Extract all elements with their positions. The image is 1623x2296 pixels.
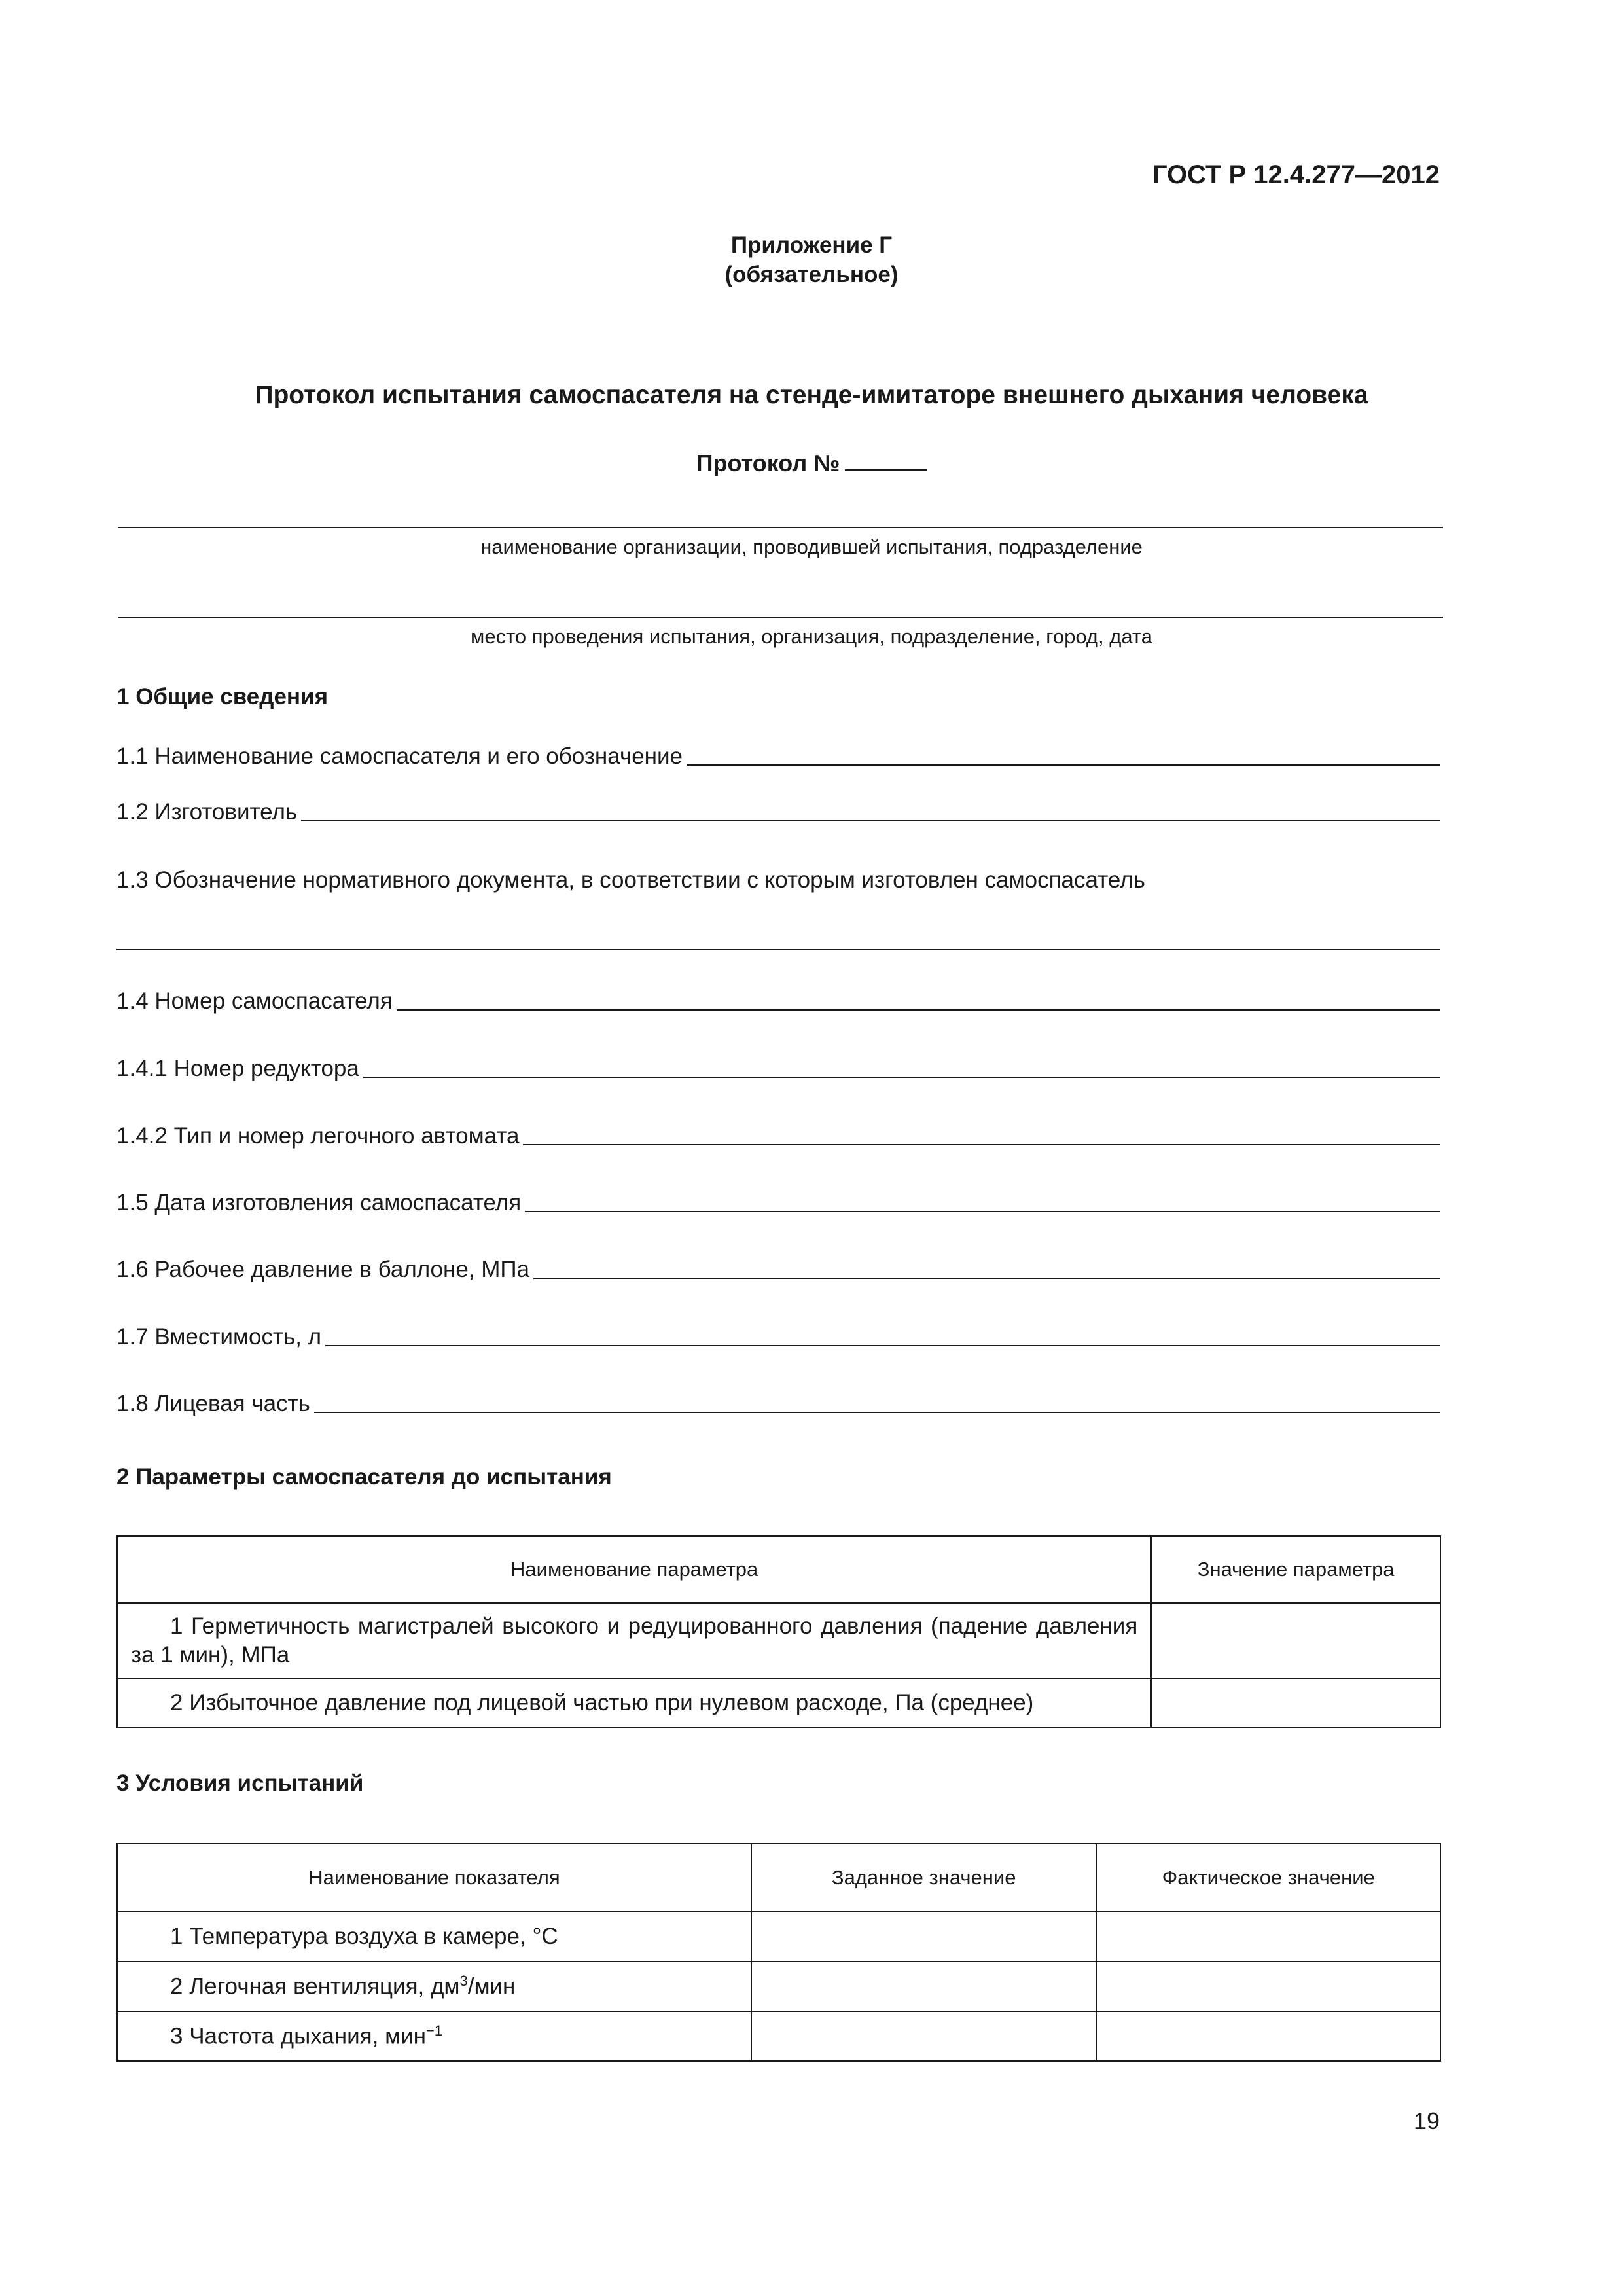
column-header: Наименование показателя: [117, 1844, 751, 1912]
field-1-5: [116, 1185, 1440, 1216]
field-blank[interactable]: [314, 1410, 1440, 1413]
field-label: 1.1 Наименование самоспасателя и его обозначение: [116, 744, 683, 769]
table-row: [117, 2011, 1440, 2061]
actual-value-cell[interactable]: [1096, 1962, 1440, 2011]
section-1-title: 1 Общие сведения: [116, 684, 329, 709]
field-1-4: [116, 983, 1440, 1014]
field-label: 1.2 Изготовитель: [116, 799, 298, 825]
column-header: Наименование параметра: [117, 1536, 1151, 1603]
field-label: 1.4.1 Номер редуктора: [116, 1056, 359, 1081]
field-1-3-label: 1.3 Обозначение нормативного документа, в соответствии с которым изготовлен самоспасатель: [116, 867, 1145, 893]
parameter-value-cell[interactable]: [1151, 1679, 1440, 1727]
indicator-name: 3 Частота дыхания, мин$^{-1}$: [117, 2011, 751, 2061]
field-label: 1.6 Рабочее давление в баллоне, МПа: [116, 1257, 530, 1282]
conditions-table: [116, 1843, 1441, 2062]
table-header-row: [117, 1536, 1440, 1603]
field-1-4-1: [116, 1050, 1440, 1082]
field-blank[interactable]: [301, 819, 1440, 821]
field-blank[interactable]: [325, 1344, 1440, 1346]
place-caption: место проведения испытания, организация, подразделение, город, дата: [471, 625, 1152, 648]
table-row: [117, 1962, 1440, 2011]
field-blank[interactable]: [363, 1075, 1440, 1078]
field-label: 1.5 Дата изготовления самоспасателя: [116, 1190, 522, 1215]
section-3-title: 3 Условия испытаний: [116, 1770, 364, 1796]
field-label: 1.4.2 Тип и номер легочного автомата: [116, 1123, 520, 1149]
field-1-1: [116, 738, 1440, 770]
parameters-table: [116, 1535, 1441, 1728]
field-blank[interactable]: [397, 1008, 1440, 1011]
document-title: Протокол испытания самоспасателя на стенде-имитаторе внешнего дыхания человека: [255, 381, 1368, 409]
field-1-2: [116, 794, 1440, 825]
place-blank-line[interactable]: [118, 617, 1443, 618]
field-blank[interactable]: [525, 1210, 1440, 1212]
indicator-name: 2 Легочная вентиляция, $дм^3$/мин: [117, 1962, 751, 2011]
page-number: 19: [1413, 2108, 1440, 2134]
field-label: 1.7 Вместимость, л: [116, 1324, 322, 1350]
field-1-6: [116, 1251, 1440, 1283]
set-value-cell[interactable]: [751, 1912, 1096, 1962]
parameter-value-cell[interactable]: [1151, 1603, 1440, 1679]
field-1-3-blank[interactable]: [116, 949, 1440, 950]
protocol-number-blank[interactable]: [845, 447, 927, 471]
protocol-number-line: [0, 447, 1623, 477]
organization-blank-line[interactable]: [118, 527, 1443, 528]
set-value-cell[interactable]: [751, 2011, 1096, 2061]
field-1-4-2: [116, 1118, 1440, 1149]
table-row: [117, 1603, 1440, 1679]
column-header: Значение параметра: [1151, 1536, 1440, 1603]
table-header-row: [117, 1844, 1440, 1912]
indicator-name: 1 Температура воздуха в камере, °С: [117, 1912, 751, 1962]
protocol-label: Протокол №: [696, 450, 840, 476]
field-1-8: [116, 1386, 1440, 1417]
field-blank[interactable]: [687, 763, 1440, 766]
parameter-name: 1 Герметичность магистралей высокого и редуцированного давления (падение давления за 1 мин), МПа: [117, 1603, 1151, 1679]
section-2-title: 2 Параметры самоспасателя до испытания: [116, 1464, 612, 1490]
set-value-cell[interactable]: [751, 1962, 1096, 2011]
standard-code: ГОСТ Р 12.4.277—2012: [1152, 160, 1440, 189]
field-blank[interactable]: [523, 1143, 1440, 1145]
table-row: [117, 1912, 1440, 1962]
field-label: 1.8 Лицевая часть: [116, 1391, 310, 1416]
field-label: 1.4 Номер самоспасателя: [116, 988, 393, 1014]
column-header: Фактическое значение: [1096, 1844, 1440, 1912]
annex-subtitle: (обязательное): [724, 262, 899, 287]
annex-title: Приложение Г: [730, 232, 893, 258]
field-1-7: [116, 1319, 1440, 1350]
parameter-name: 2 Избыточное давление под лицевой частью при нулевом расходе, Па (среднее): [117, 1679, 1151, 1727]
table-row: [117, 1679, 1440, 1727]
organization-caption: наименование организации, проводившей испытания, подразделение: [480, 535, 1143, 558]
column-header: Заданное значение: [751, 1844, 1096, 1912]
actual-value-cell[interactable]: [1096, 1912, 1440, 1962]
field-blank[interactable]: [533, 1276, 1440, 1279]
actual-value-cell[interactable]: [1096, 2011, 1440, 2061]
